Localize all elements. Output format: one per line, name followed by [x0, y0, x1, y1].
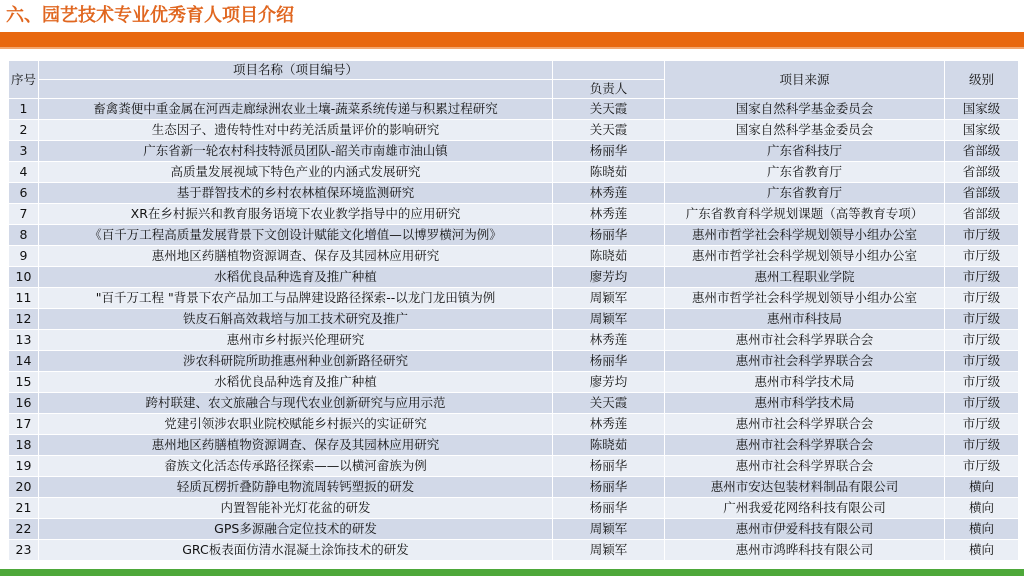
cell-seq: 9 [9, 246, 39, 267]
footer-accent-bar [0, 569, 1024, 576]
cell-leader: 林秀莲 [553, 330, 665, 351]
cell-name: 党建引领涉农职业院校赋能乡村振兴的实证研究 [39, 414, 553, 435]
cell-leader: 廖芳均 [553, 372, 665, 393]
cell-level: 市厅级 [945, 414, 1019, 435]
cell-seq: 14 [9, 351, 39, 372]
cell-level: 市厅级 [945, 393, 1019, 414]
cell-source: 广州我爱花网络科技有限公司 [665, 498, 945, 519]
header-name: 项目名称（项目编号） [39, 61, 553, 80]
cell-level: 横向 [945, 498, 1019, 519]
title-accent-line [0, 47, 1024, 49]
cell-seq: 21 [9, 498, 39, 519]
header-spacer [553, 61, 665, 80]
cell-seq: 4 [9, 162, 39, 183]
cell-level: 横向 [945, 540, 1019, 561]
cell-seq: 10 [9, 267, 39, 288]
cell-source: 惠州市社会科学界联合会 [665, 435, 945, 456]
table-row [9, 162, 1019, 183]
table-row [9, 393, 1019, 414]
cell-leader: 林秀莲 [553, 183, 665, 204]
cell-source: 惠州市科学技术局 [665, 372, 945, 393]
header-level: 级别 [945, 61, 1019, 99]
table-row [9, 372, 1019, 393]
cell-seq: 2 [9, 120, 39, 141]
cell-source: 惠州市鸿晔科技有限公司 [665, 540, 945, 561]
cell-name: GRC板表面仿清水混凝土涂饰技术的研发 [39, 540, 553, 561]
cell-source: 国家自然科学基金委员会 [665, 99, 945, 120]
cell-source: 惠州市哲学社会科学规划领导小组办公室 [665, 225, 945, 246]
cell-name: 惠州市乡村振兴伦理研究 [39, 330, 553, 351]
cell-leader: 周颖军 [553, 540, 665, 561]
cell-seq: 19 [9, 456, 39, 477]
table-row [9, 246, 1019, 267]
cell-source: 惠州市哲学社会科学规划领导小组办公室 [665, 288, 945, 309]
table-row [9, 414, 1019, 435]
cell-name: 内置智能补光灯花盆的研发 [39, 498, 553, 519]
cell-leader: 周颖军 [553, 288, 665, 309]
cell-seq: 11 [9, 288, 39, 309]
cell-name: 高质量发展视域下特色产业的内涵式发展研究 [39, 162, 553, 183]
cell-level: 国家级 [945, 120, 1019, 141]
table-row [9, 288, 1019, 309]
table-row [9, 435, 1019, 456]
cell-level: 省部级 [945, 183, 1019, 204]
cell-seq: 12 [9, 309, 39, 330]
table-row [9, 351, 1019, 372]
table-row [9, 267, 1019, 288]
table-row [9, 225, 1019, 246]
table-row [9, 141, 1019, 162]
cell-name: 生态因子、遗传特性对中药羌活质量评价的影响研究 [39, 120, 553, 141]
table-row [9, 204, 1019, 225]
cell-seq: 7 [9, 204, 39, 225]
cell-source: 惠州市社会科学界联合会 [665, 330, 945, 351]
cell-level: 市厅级 [945, 435, 1019, 456]
cell-leader: 林秀莲 [553, 414, 665, 435]
cell-source: 惠州市社会科学界联合会 [665, 414, 945, 435]
table-row [9, 540, 1019, 561]
table-row [9, 120, 1019, 141]
cell-name: 水稻优良品种选育及推广种植 [39, 267, 553, 288]
cell-level: 省部级 [945, 141, 1019, 162]
cell-name: 《百千万工程高质量发展背景下文创设计赋能文化增值—以博罗横河为例》 [39, 225, 553, 246]
table-row [9, 498, 1019, 519]
table-row [9, 477, 1019, 498]
cell-seq: 16 [9, 393, 39, 414]
cell-level: 市厅级 [945, 225, 1019, 246]
cell-level: 市厅级 [945, 330, 1019, 351]
cell-leader: 杨丽华 [553, 498, 665, 519]
cell-name: GPS多源融合定位技术的研发 [39, 519, 553, 540]
projects-table [8, 60, 1019, 561]
cell-seq: 3 [9, 141, 39, 162]
cell-name: 基于群智技术的乡村农林植保环境监测研究 [39, 183, 553, 204]
cell-leader: 廖芳均 [553, 267, 665, 288]
table-row [9, 309, 1019, 330]
cell-seq: 20 [9, 477, 39, 498]
cell-seq: 23 [9, 540, 39, 561]
cell-source: 惠州市伊爱科技有限公司 [665, 519, 945, 540]
cell-source: 惠州市社会科学界联合会 [665, 351, 945, 372]
cell-name: 畜禽粪便中重金属在河西走廊绿洲农业土壤-蔬菜系统传递与积累过程研究 [39, 99, 553, 120]
cell-leader: 林秀莲 [553, 204, 665, 225]
cell-seq: 18 [9, 435, 39, 456]
table-row [9, 456, 1019, 477]
header-spacer [39, 80, 553, 99]
cell-leader: 陈晓茹 [553, 435, 665, 456]
cell-leader: 杨丽华 [553, 477, 665, 498]
cell-name: 广东省新一轮农村科技特派员团队-韶关市南雄市油山镇 [39, 141, 553, 162]
cell-source: 广东省教育科学规划课题（高等教育专项） [665, 204, 945, 225]
cell-source: 惠州市科技局 [665, 309, 945, 330]
cell-seq: 17 [9, 414, 39, 435]
cell-source: 广东省科技厅 [665, 141, 945, 162]
cell-leader: 关天霞 [553, 120, 665, 141]
cell-name: 惠州地区药膳植物资源调查、保存及其园林应用研究 [39, 435, 553, 456]
cell-leader: 陈晓茹 [553, 246, 665, 267]
table-row [9, 330, 1019, 351]
cell-leader: 杨丽华 [553, 225, 665, 246]
cell-name: 铁皮石斛高效栽培与加工技术研究及推广 [39, 309, 553, 330]
cell-seq: 22 [9, 519, 39, 540]
cell-level: 横向 [945, 519, 1019, 540]
cell-leader: 关天霞 [553, 393, 665, 414]
cell-source: 广东省教育厅 [665, 183, 945, 204]
header-source: 项目来源 [665, 61, 945, 99]
cell-name: XR在乡村振兴和教育服务语境下农业教学指导中的应用研究 [39, 204, 553, 225]
cell-name: 跨村联建、农文旅融合与现代农业创新研究与应用示范 [39, 393, 553, 414]
cell-name: 轻质瓦楞折叠防静电物流周转钙塑扳的研发 [39, 477, 553, 498]
table-row [9, 99, 1019, 120]
cell-leader: 陈晓茹 [553, 162, 665, 183]
cell-level: 国家级 [945, 99, 1019, 120]
cell-leader: 杨丽华 [553, 351, 665, 372]
cell-level: 省部级 [945, 162, 1019, 183]
cell-leader: 周颖军 [553, 519, 665, 540]
cell-seq: 13 [9, 330, 39, 351]
cell-name: 惠州地区药膳植物资源调查、保存及其园林应用研究 [39, 246, 553, 267]
cell-source: 惠州市社会科学界联合会 [665, 456, 945, 477]
cell-level: 市厅级 [945, 351, 1019, 372]
cell-seq: 15 [9, 372, 39, 393]
header-seq: 序号 [9, 61, 39, 99]
cell-level: 市厅级 [945, 267, 1019, 288]
cell-source: 惠州市安达包装材料制品有限公司 [665, 477, 945, 498]
cell-source: 惠州市科学技术局 [665, 393, 945, 414]
table-row [9, 183, 1019, 204]
cell-leader: 杨丽华 [553, 456, 665, 477]
header-leader: 负责人 [553, 80, 665, 99]
title-accent-bar [0, 32, 1024, 47]
cell-level: 横向 [945, 477, 1019, 498]
cell-source: 惠州工程职业学院 [665, 267, 945, 288]
cell-level: 市厅级 [945, 456, 1019, 477]
cell-seq: 1 [9, 99, 39, 120]
cell-name: 畲族文化活态传承路径探索——以横河畲族为例 [39, 456, 553, 477]
cell-leader: 周颖军 [553, 309, 665, 330]
cell-source: 国家自然科学基金委员会 [665, 120, 945, 141]
cell-level: 市厅级 [945, 288, 1019, 309]
page-title: 六、园艺技术专业优秀育人项目介绍 [6, 5, 294, 26]
cell-name: 涉农科研院所助推惠州种业创新路径研究 [39, 351, 553, 372]
cell-seq: 6 [9, 183, 39, 204]
cell-level: 省部级 [945, 204, 1019, 225]
cell-source: 广东省教育厅 [665, 162, 945, 183]
cell-seq: 8 [9, 225, 39, 246]
cell-source: 惠州市哲学社会科学规划领导小组办公室 [665, 246, 945, 267]
cell-leader: 关天霞 [553, 99, 665, 120]
cell-name: 水稻优良品种选育及推广种植 [39, 372, 553, 393]
cell-level: 市厅级 [945, 372, 1019, 393]
cell-name: "百千万工程 "背景下农产品加工与品牌建设路径探索--以龙门龙田镇为例 [39, 288, 553, 309]
table-row [9, 519, 1019, 540]
cell-level: 市厅级 [945, 246, 1019, 267]
cell-level: 市厅级 [945, 309, 1019, 330]
cell-leader: 杨丽华 [553, 141, 665, 162]
